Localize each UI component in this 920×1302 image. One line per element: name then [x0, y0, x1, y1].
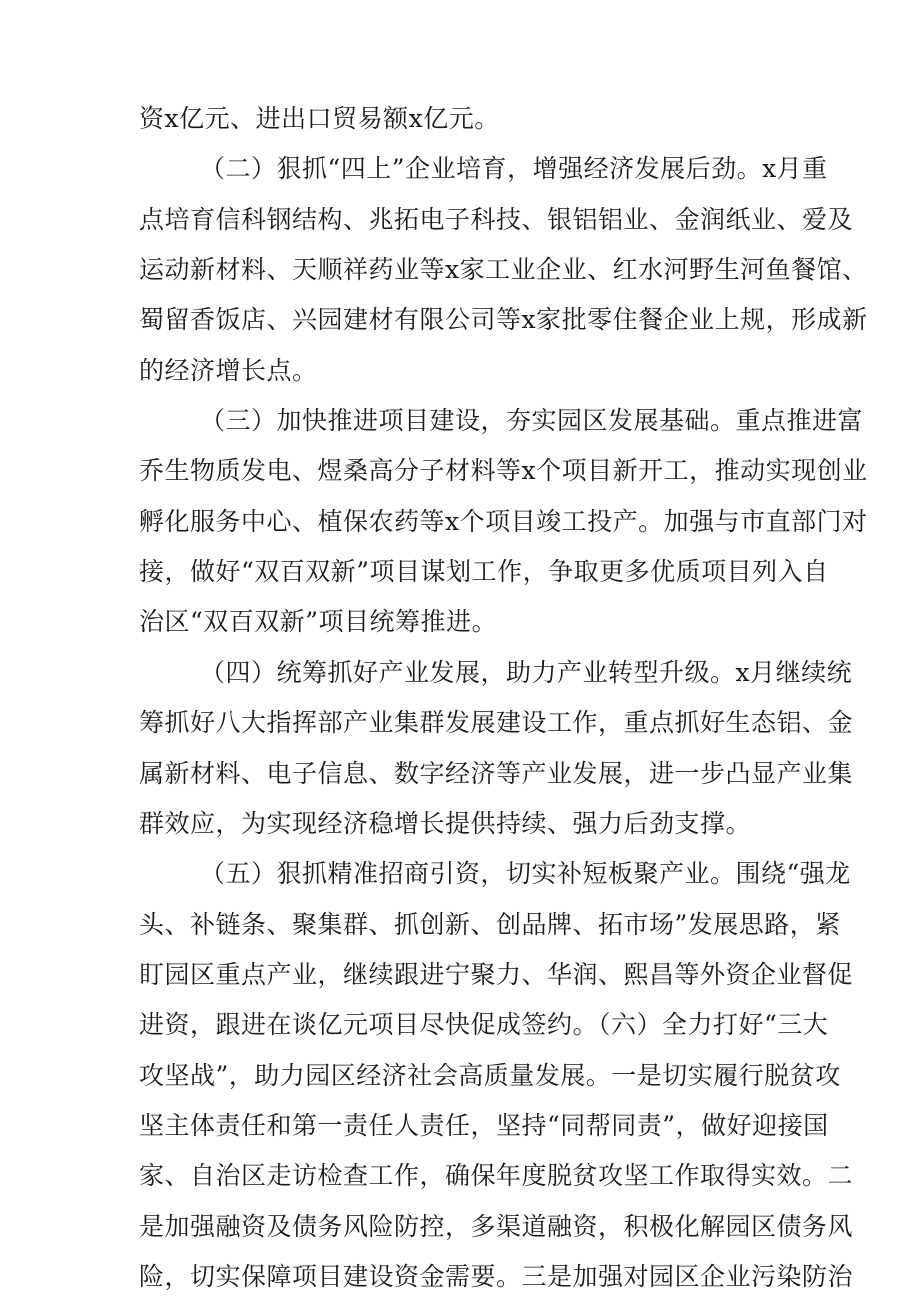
text-line: 乔生物质发电、煜桑高分子材料等x个项目新开工，推动实现创业 [139, 456, 868, 486]
text-line: 筹抓好八大指挥部产业集群发展建设工作，重点抓好生态铝、金 [139, 708, 854, 738]
text-line: 孵化服务中心、植保农药等x个项目竣工投产。加强与市直部门对 [139, 506, 868, 536]
text-line: 盯园区重点产业，继续跟进宁聚力、华润、熙昌等外资企业督促 [139, 959, 854, 989]
text-line: 险，切实保障项目建设资金需要。三是加强对园区企业污染防治 [139, 1262, 854, 1291]
text-line: 是加强融资及债务风险防控，多渠道融资，积极化解园区债务风 [139, 1211, 854, 1241]
text-line: 群效应，为实现经济稳增长提供持续、强力后劲支撑。 [139, 808, 752, 838]
text-line: 进资，跟进在谈亿元项目尽快促成签约。（六）全力打好“三大 [139, 1010, 829, 1040]
text-line: 点培育信科钢结构、兆拓电子科技、银铝铝业、金润纸业、爱及 [139, 204, 854, 234]
text-line: 资x亿元、进出口贸易额x亿元。 [139, 104, 500, 133]
text-line: 蜀留香饭店、兴园建材有限公司等x家批零住餐企业上规，形成新 [139, 305, 868, 335]
paragraph-heading-4: （四）统筹抓好产业发展，助力产业转型升级。x月继续统 [200, 657, 853, 687]
paragraph-heading-5: （五）狠抓精准招商引资，切实补短板聚产业。围绕“强龙 [200, 859, 851, 889]
text-line: 坚主体责任和第一责任人责任，坚持“同帮同责”，做好迎接国 [139, 1110, 829, 1140]
text-line: 家、自治区走访检查工作，确保年度脱贫攻坚工作取得实效。二 [139, 1161, 854, 1191]
paragraph-heading-2: （二）狠抓“四上”企业培育，增强经济发展后劲。x月重 [200, 154, 828, 184]
text-line: 攻坚战”，助力园区经济社会高质量发展。一是切实履行脱贫攻 [139, 1060, 841, 1090]
text-line: 运动新材料、天顺祥药业等x家工业企业、红水河野生河鱼餐馆、 [139, 255, 868, 285]
text-line: 属新材料、电子信息、数字经济等产业发展，进一步凸显产业集 [139, 758, 854, 788]
text-line: 治区“双百双新”项目统筹推进。 [139, 607, 498, 637]
text-line: 头、补链条、聚集群、抓创新、创品牌、拓市场”发展思路，紧 [139, 909, 841, 939]
text-line: 接，做好“双百双新”项目谋划工作，争取更多优质项目列入自 [139, 557, 829, 587]
paragraph-heading-3: （三）加快推进项目建设，夯实园区发展基础。重点推进富 [200, 406, 864, 436]
text-line: 的经济增长点。 [139, 355, 318, 385]
